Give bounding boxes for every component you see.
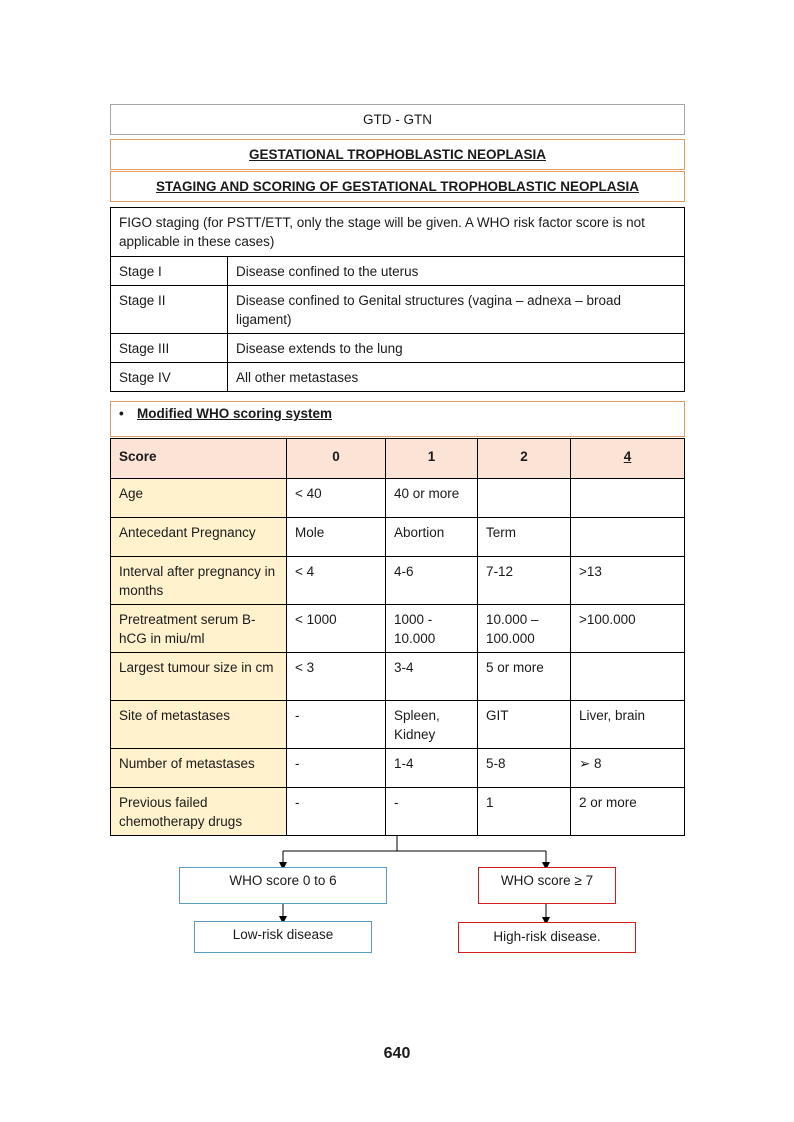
table-cell: 5-8 [478,749,571,788]
who-heading-box [110,401,685,437]
stage-label: Stage III [111,334,228,363]
table-cell: - [287,701,386,749]
high-risk-box: High-risk disease. [458,922,636,953]
table-cell: GIT [478,701,571,749]
table-cell: ➢ 8 [571,749,685,788]
column-header: Score [111,439,287,479]
factor-label: Number of metastases [111,749,287,788]
page-number: 640 [383,1045,411,1062]
table-cell: >13 [571,557,685,605]
table-cell [571,518,685,557]
table-cell: < 4 [287,557,386,605]
section-header: GTD - GTN [110,104,685,135]
stage-label: Stage I [111,257,228,286]
table-row [111,557,685,605]
table-row [111,701,685,749]
bullet-icon: • [119,406,124,421]
table-row [111,286,685,334]
table-row [111,257,685,286]
table-cell: 1000 - 10.000 [386,605,478,653]
low-risk-box: Low-risk disease [194,921,372,953]
table-cell: 1-4 [386,749,478,788]
table-cell: 1 [478,788,571,836]
column-header-text: 4 [623,449,632,464]
factor-label: Pretreatment serum B-hCG in miu/ml [111,605,287,653]
table-cell: 4-6 [386,557,478,605]
column-header: 1 [386,439,478,479]
table-cell: 3-4 [386,653,478,701]
table-cell: Spleen, Kidney [386,701,478,749]
table-cell: 7-12 [478,557,571,605]
table-cell: Mole [287,518,386,557]
table-cell: 2 or more [571,788,685,836]
table-cell: - [287,749,386,788]
table-header-row [111,439,685,479]
figo-staging-table [110,207,685,392]
factor-label: Age [111,479,287,518]
factor-label: Antecedant Pregnancy [111,518,287,557]
table-cell [571,479,685,518]
chapter-title: GESTATIONAL TROPHOBLASTIC NEOPLASIA [110,139,685,170]
table-row [111,653,685,701]
stage-label: Stage IV [111,363,228,392]
factor-label: Largest tumour size in cm [111,653,287,701]
table-row [111,334,685,363]
who-scoring-table [110,438,685,836]
column-header [571,439,685,479]
table-row [111,605,685,653]
table-cell: 5 or more [478,653,571,701]
table-cell: < 1000 [287,605,386,653]
table-row [111,363,685,392]
stage-description: Disease confined to the uterus [228,257,685,286]
table-cell [478,479,571,518]
high-score-box: WHO score ≥ 7 [478,867,616,904]
table-row [111,479,685,518]
table-row [111,749,685,788]
table-cell [571,653,685,701]
stage-label: Stage II [111,286,228,334]
stage-description: Disease extends to the lung [228,334,685,363]
factor-label: Site of metastases [111,701,287,749]
figo-intro: FIGO staging (for PSTT/ETT, only the stage will be given. A WHO risk factor score is not applicable in these cases) [111,208,685,257]
who-heading: Modified WHO scoring system [137,406,333,421]
low-score-box: WHO score 0 to 6 [179,867,387,904]
factor-label: Interval after pregnancy in months [111,557,287,605]
table-cell: 40 or more [386,479,478,518]
factor-label: Previous failed chemotherapy drugs [111,788,287,836]
column-header: 0 [287,439,386,479]
table-row [111,518,685,557]
table-cell: Term [478,518,571,557]
table-cell: 10.000 – 100.000 [478,605,571,653]
stage-description: Disease confined to Genital structures (vagina – adnexa – broad ligament) [228,286,685,334]
table-cell: < 40 [287,479,386,518]
table-cell: < 3 [287,653,386,701]
table-cell: - [287,788,386,836]
table-cell: - [386,788,478,836]
table-cell: >100.000 [571,605,685,653]
table-row [111,788,685,836]
table-cell: Liver, brain [571,701,685,749]
table-cell: Abortion [386,518,478,557]
stage-description: All other metastases [228,363,685,392]
column-header: 2 [478,439,571,479]
section-title: STAGING AND SCORING OF GESTATIONAL TROPHOBLASTIC NEOPLASIA [110,171,685,202]
